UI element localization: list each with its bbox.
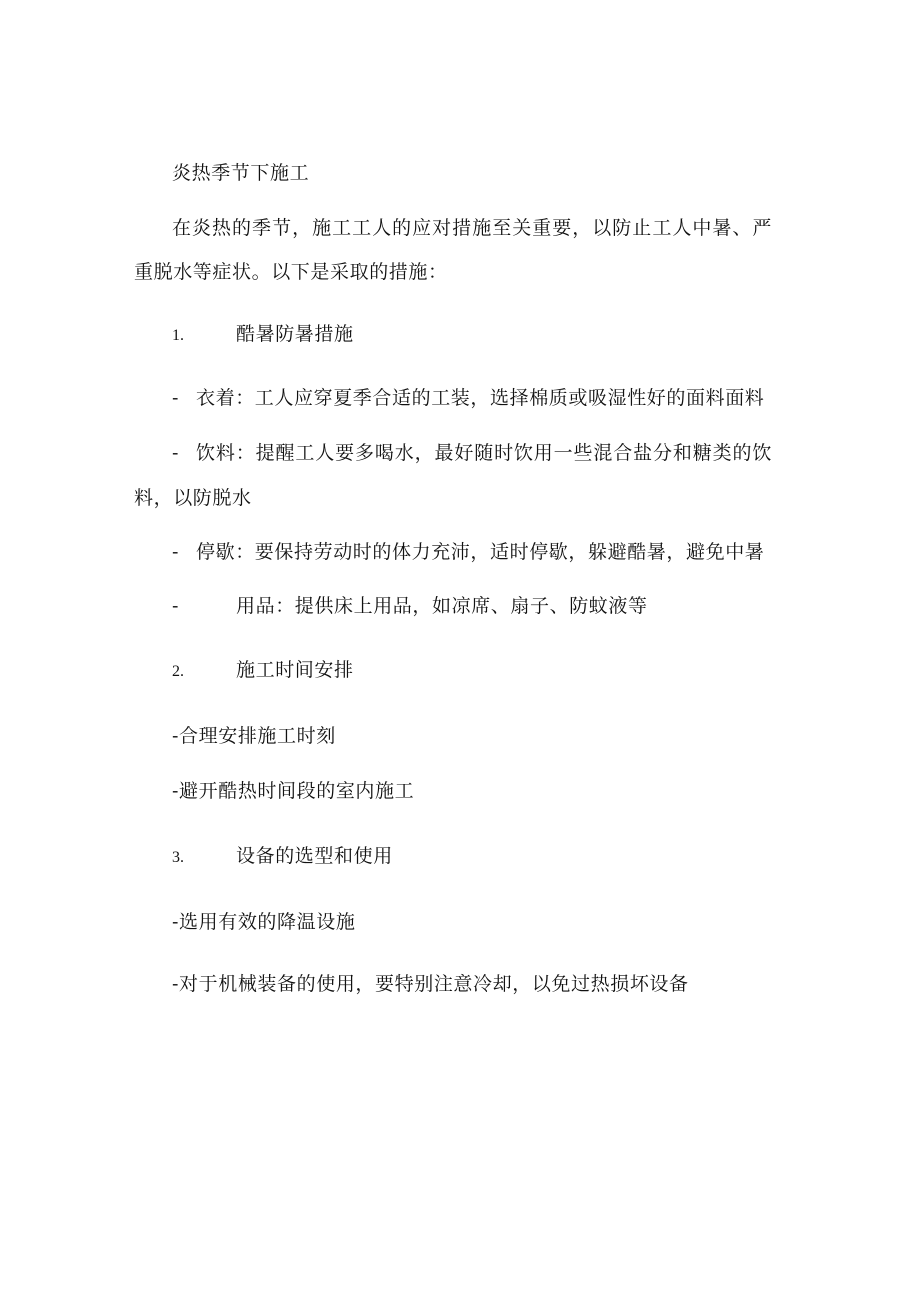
drinks-item-line-2: 料，以防脱水: [134, 487, 252, 509]
equipment-item-2: -对于机械装备的使用，要特别注意冷却，以免过热损坏设备: [172, 973, 689, 995]
schedule-item-1: -合理安排施工时刻: [172, 725, 336, 747]
equipment-item-1: -选用有效的降温设施: [172, 911, 356, 933]
section-3-number: 3.: [172, 849, 184, 866]
drinks-item-line-1: 饮料：提醒工人要多喝水，最好随时饮用一些混合盐分和糖类的饮: [196, 442, 772, 464]
section-2-number: 2.: [172, 663, 184, 680]
drinks-dash: -: [172, 442, 179, 464]
supplies-dash: -: [172, 595, 179, 617]
rest-item: 停歇：要保持劳动时的体力充沛，适时停歇，躲避酷暑，避免中暑: [196, 541, 765, 563]
section-2-heading: 施工时间安排: [236, 659, 354, 681]
section-1-number: 1.: [172, 327, 184, 344]
schedule-item-2: -避开酷热时间段的室内施工: [172, 780, 415, 802]
section-3-heading: 设备的选型和使用: [236, 845, 393, 867]
clothing-item: 衣着：工人应穿夏季合适的工装，选择棉质或吸湿性好的面料面料: [196, 387, 765, 409]
document-title: 炎热季节下施工: [172, 162, 310, 184]
clothing-dash: -: [172, 387, 179, 409]
rest-dash: -: [172, 541, 179, 563]
section-1-heading: 酷暑防暑措施: [236, 323, 354, 345]
intro-paragraph-line-1: 在炎热的季节，施工工人的应对措施至关重要，以防止工人中暑、严: [172, 217, 772, 239]
supplies-item: 用品：提供床上用品，如凉席、扇子、防蚊液等: [236, 595, 648, 617]
intro-paragraph-line-2: 重脱水等症状。以下是采取的措施：: [134, 261, 448, 283]
